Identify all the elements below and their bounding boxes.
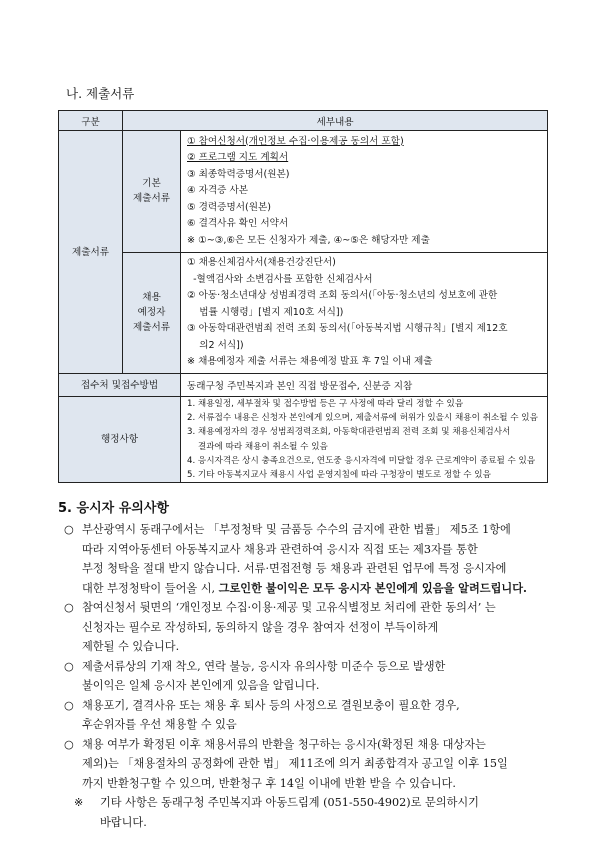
basic-docs-label: 기본 제출서류 xyxy=(123,131,181,253)
note-item: ○ 참여신청서 뒷면의 ‘개인정보 수집·이용·제공 및 고유식별정보 처리에 관한 동의서’ 는 신청자는 필수로 작성하되, 동의하지 않을 경우 참여자 선정이 부득이하게 제한될 수 있습니다. xyxy=(64,598,564,657)
bullet-icon: ○ xyxy=(64,601,74,614)
note-item: ○ 채용포기, 결격사유 또는 채용 후 퇴사 등의 사정으로 결원보충이 필요한 경우, 후순위자를 우선 채용할 수 있음 xyxy=(64,696,564,735)
list-item: ① 참여신청서(개인정보 수집·이용제공 동의서 포함) xyxy=(187,135,404,147)
row-group-documents: 제출서류 xyxy=(59,131,123,374)
header-category: 구분 xyxy=(59,111,123,131)
list-item: -혈액검사와 소변검사를 포함한 신체검사서 xyxy=(187,273,373,285)
header-details: 세부내용 xyxy=(123,111,548,131)
note-item: ○ 채용 여부가 확정된 이후 채용서류의 반환을 청구하는 응시자(확정된 채용 대상자는 제외)는 「채용절차의 공정화에 관한 법」 제11조에 의거 최종합격자 공고일 이후 15일 까지 반환청구할 수 있으며, 반환청구 후 14일 이내에 반환 받을 수 있습니다. xyxy=(64,735,564,794)
bullet-icon: ○ xyxy=(64,698,74,712)
bullet-icon: ○ xyxy=(64,737,74,751)
reference-mark-icon: ※ xyxy=(74,796,84,809)
list-item: 4. 응시자격은 상시 충족요건으로, 연도중 응시자격에 미달할 경우 근로계약이 종료될 수 있음 xyxy=(187,455,536,466)
list-item: ※ 채용예정자 제출 서류는 채용예정 발표 후 7일 이내 제출 xyxy=(187,356,433,367)
notes-list xyxy=(64,520,564,832)
list-item: 5. 기타 아동복지교사 채용시 사업 운영지침에 따라 구청장이 별도로 정할 수 있음 xyxy=(187,470,491,481)
note-item: ○ 제출서류상의 기재 착오, 연락 불능, 응시자 유의사항 미준수 등으로 발생한 불이익은 일체 응시자 본인에게 있음을 알립니다. xyxy=(64,657,564,696)
list-item: ③ 아동학대관련범죄 전력 조회 동의서(「아동복지법 시행규칙」[별지 제12호 xyxy=(187,323,508,334)
list-item: 1. 채용일정, 세부절차 및 접수방법 등은 구 사정에 따라 달리 정할 수 있음 xyxy=(187,399,464,409)
list-item: 법률 시행령」[별지 제10호 서식]) xyxy=(187,306,344,318)
list-item: 결과에 따라 채용이 취소될 수 있음 xyxy=(187,441,328,452)
list-item: 3. 채용예정자의 경우 성범죄경력조회, 아동학대관련범죄 전력 조회 및 채용신체검사서 xyxy=(187,427,511,438)
submit-text: 동래구청 주민복지과 본인 직접 방문접수, 신분증 지참 xyxy=(181,374,548,397)
table-row xyxy=(59,252,548,374)
list-item: ⑤ 경력증명서(원본) xyxy=(187,201,272,213)
basic-docs-list xyxy=(181,131,548,253)
list-item: ② 아동·청소년대상 성범죄경력 조회 동의서(「아동·청소년의 성보호에 관한 xyxy=(187,290,498,301)
admin-label: 행정사항 xyxy=(59,397,181,483)
list-item: 의2 서식]) xyxy=(187,339,244,351)
note-item: ○ 부산광역시 동래구에서는 「부정청탁 및 금품등 수수의 금지에 관한 법률」 제5조 1항에 따라 지역아동센터 아동복지교사 채용과 관련하여 응시자 직접 또는 제3자를 통한 부정 청탁을 절대 받지 않습니다. 서류·면접전형 등 채용과 관련된 업무에 특정 응시자에 대한 부정청탁이 들어올 시, 그로인한 불이익은 모두 응시자 본인에게 있음을 알려드립니다. xyxy=(64,520,564,598)
list-item: ④ 자격증 사본 xyxy=(187,185,249,196)
list-item: ⑥ 결격사유 확인 서약서 xyxy=(187,218,289,229)
list-item: ① 채용신체검사서(채용건강진단서) xyxy=(187,257,336,268)
table-row xyxy=(59,397,548,483)
list-item: 2. 서류접수 내용은 신청자 본인에게 있으며, 제출서류에 허위가 있을시 채용이 취소될 수 있음 xyxy=(187,413,538,424)
section-5-title: 5. 응시자 유의사항 xyxy=(58,501,169,516)
hire-docs-label: 채용 예정자 제출서류 xyxy=(123,252,181,374)
bullet-icon: ○ xyxy=(64,659,74,673)
section-b-title: 나. 제출서류 xyxy=(66,86,135,101)
list-item: ② 프로그램 지도 계획서 xyxy=(187,152,289,163)
list-item: ③ 최종학력증명서(원본) xyxy=(187,168,290,180)
admin-list xyxy=(181,397,548,483)
hire-docs-list xyxy=(181,252,548,374)
submit-label: 접수처 및접수방법 xyxy=(59,374,181,397)
table-header-row xyxy=(59,111,548,131)
note-item: ※ 기타 사항은 동래구청 주민복지과 아동드림계 (051-550-4902)로 문의하시기 바랍니다. xyxy=(74,793,564,832)
bullet-icon: ○ xyxy=(64,523,74,536)
table-row xyxy=(59,131,548,253)
list-item: ※ ①~③,⑥은 모든 신청자가 제출, ④~⑤은 해당자만 제출 xyxy=(187,234,430,246)
table-row xyxy=(59,374,548,397)
documents-table xyxy=(58,110,548,483)
